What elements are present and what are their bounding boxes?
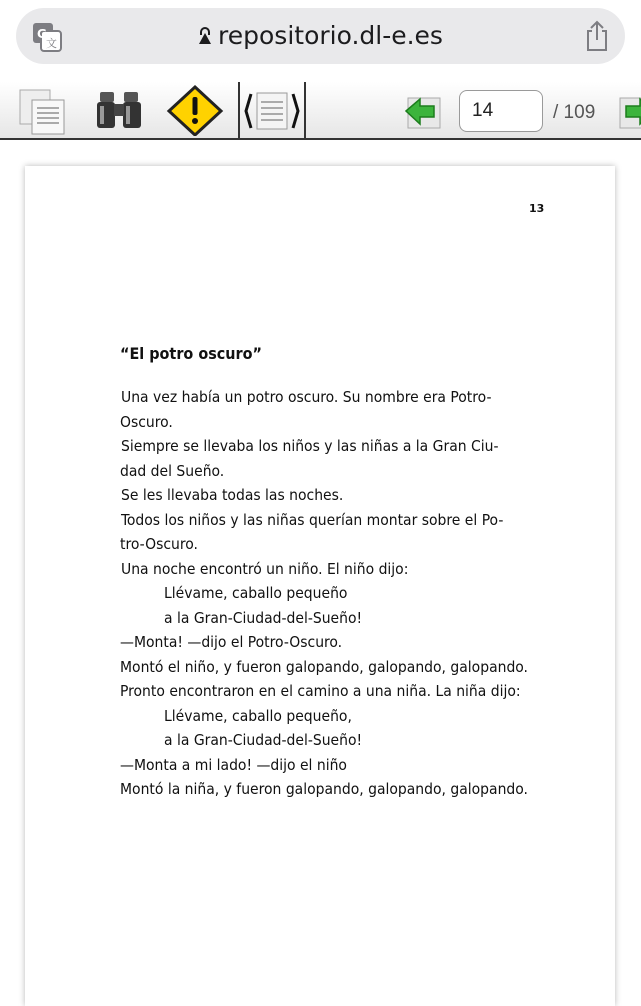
text-line: Montó la niña, y fueron galopando, galopando, galopando. [120, 780, 528, 798]
text-line: dad del Sueño. [120, 461, 225, 480]
text-line: Todos los niños y las niñas querían montar sobre el Po- [121, 510, 504, 529]
browser-chrome [0, 0, 641, 82]
toolbar-separator [238, 82, 240, 138]
text-line: Pronto encontraron en el camino a una niña. La niña dijo: [120, 682, 521, 700]
story-title: “El potro oscuro” [120, 344, 263, 363]
binoculars-icon[interactable] [96, 90, 142, 130]
text-line: tro-Oscuro. [120, 535, 198, 553]
page-number: 13 [529, 202, 545, 215]
next-page-icon[interactable] [618, 94, 641, 130]
toolbar-separator [304, 82, 306, 138]
text-line: —Monta! —dijo el Potro-Oscuro. [120, 633, 343, 651]
share-icon[interactable] [583, 20, 611, 52]
prev-page-icon[interactable] [404, 94, 442, 130]
text-line: Siempre se llevaba los niños y las niñas a la Gran Ciu- [121, 437, 499, 455]
url-label: repositorio.dl-e.es [218, 21, 443, 50]
fit-page-icon[interactable] [243, 90, 301, 132]
pdf-toolbar [0, 82, 641, 140]
url-text[interactable] [16, 21, 625, 50]
text-line: Se les llevaba todas las noches. [121, 486, 344, 504]
story-text [121, 385, 541, 802]
page-number-input[interactable] [459, 90, 543, 132]
address-bar[interactable] [16, 8, 625, 64]
document-body [121, 344, 541, 802]
text-line: a la Gran-Ciudad-del-Sueño! [164, 608, 363, 627]
text-line: Una vez había un potro oscuro. Su nombre era Potro- [121, 388, 492, 406]
text-line: a la Gran-Ciudad-del-Sueño! [164, 731, 363, 749]
svg-text:文: 文 [46, 37, 57, 50]
text-line: Oscuro. [120, 412, 173, 431]
text-line: Llévame, caballo pequeño [164, 584, 348, 602]
svg-text:G: G [37, 27, 47, 41]
warning-icon[interactable] [166, 84, 224, 136]
text-line: Montó el niño, y fueron galopando, galopando, galopando. [120, 657, 528, 676]
lock-icon [198, 27, 212, 45]
document-page [25, 166, 615, 1006]
page-total: / 109 [553, 102, 596, 123]
document-viewer[interactable] [0, 140, 641, 1000]
pages-icon[interactable] [18, 88, 68, 136]
text-line: Llévame, caballo pequeño, [164, 706, 352, 725]
text-line: —Monta a mi lado! —dijo el niño [120, 755, 347, 774]
text-line: Una noche encontró un niño. El niño dijo: [121, 559, 409, 578]
